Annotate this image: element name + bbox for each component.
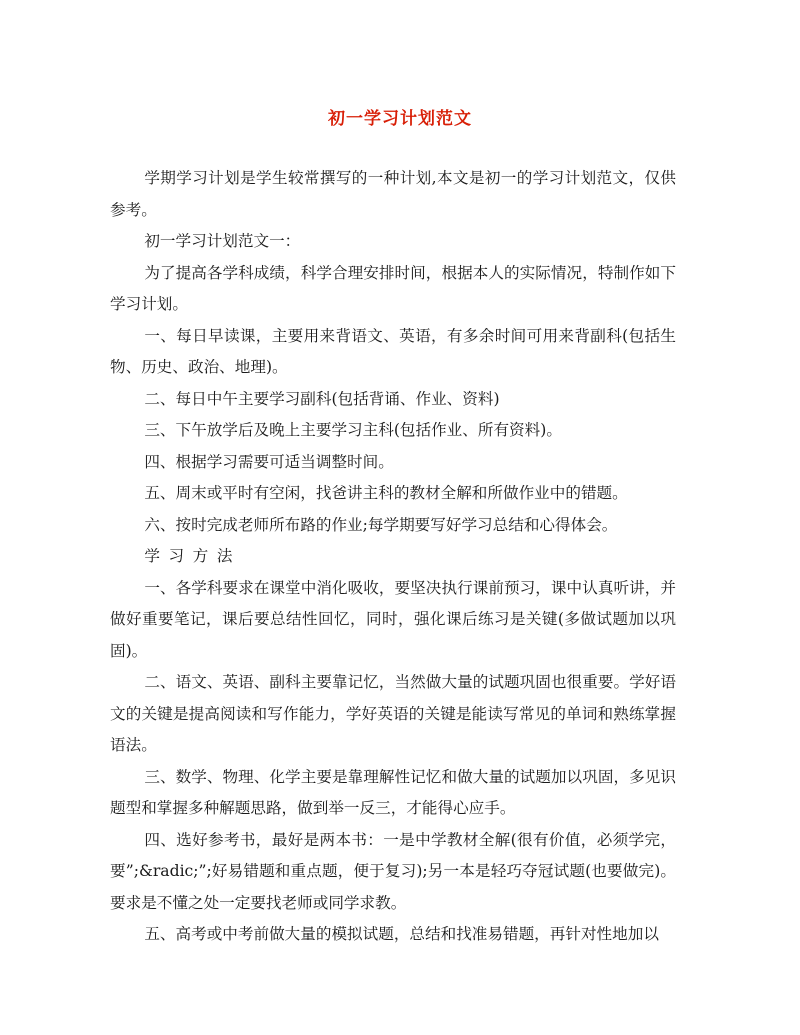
document-title: 初一学习计划范文 (328, 109, 472, 129)
method-item-3: 三、数学、物理、化学主要是靠理解性记忆和做大量的试题加以巩固，多见识题型和掌握多种解题思路，做到举一反三，才能得心应手。 (110, 767, 676, 817)
method-item-2: 二、语文、英语、副科主要靠记忆，当然做大量的试题巩固也很重要。学好语文的关键是提高阅读和写作能力，学好英语的关键是能读写常见的单词和熟练掌握语法。 (110, 673, 676, 754)
section-heading-study-methods: 学习方法 (144, 547, 242, 565)
method-item-5: 五、高考或中考前做大量的模拟试题，总结和找准易错题，再针对性地加以 (144, 925, 659, 943)
plan-purpose-paragraph: 为了提高各学科成绩，科学合理安排时间，根据本人的实际情况，特制作如下学习计划。 (110, 263, 676, 313)
method-item-1: 一、各学科要求在课堂中消化吸收，要坚决执行课前预习，课中认真听讲，并做好重要笔记，课后要总结性回忆，同时，强化课后练习是关键(多做试题加以巩固)。 (110, 578, 676, 660)
document-body (110, 163, 676, 951)
intro-paragraph: 学期学习计划是学生较常撰写的一种计划,本文是初一的学习计划范文，仅供参考。 (110, 169, 676, 219)
plan-item-4: 四、根据学习需要可适当调整时间。 (144, 452, 394, 471)
section-heading-plan-one: 初一学习计划范文一： (144, 232, 301, 250)
plan-item-1: 一、每日早读课，主要用来背语文、英语，有多余时间可用来背副科(包括生物、历史、政治、地理)。 (110, 326, 676, 376)
plan-item-6: 六、按时完成老师所布路的作业;每学期要写好学习总结和心得体会。 (144, 515, 618, 534)
plan-item-3: 三、下午放学后及晚上主要学习主科(包括作业、所有资料)。 (144, 421, 562, 439)
method-item-4: 四、选好参考书，最好是两本书：一是中学教材全解(很有价值，必须学完，要”;&radic;”;好易错题和重点题，便于复习);另一本是轻巧夺冠试题(也要做完)。要求是不懂之处一定要找老师或同学求教。 (110, 830, 676, 912)
plan-item-5: 五、周末或平时有空闲，找爸讲主科的教材全解和所做作业中的错题。 (144, 484, 628, 502)
plan-item-2: 二、每日中午主要学习副科(包括背诵、作业、资料) (144, 389, 500, 408)
